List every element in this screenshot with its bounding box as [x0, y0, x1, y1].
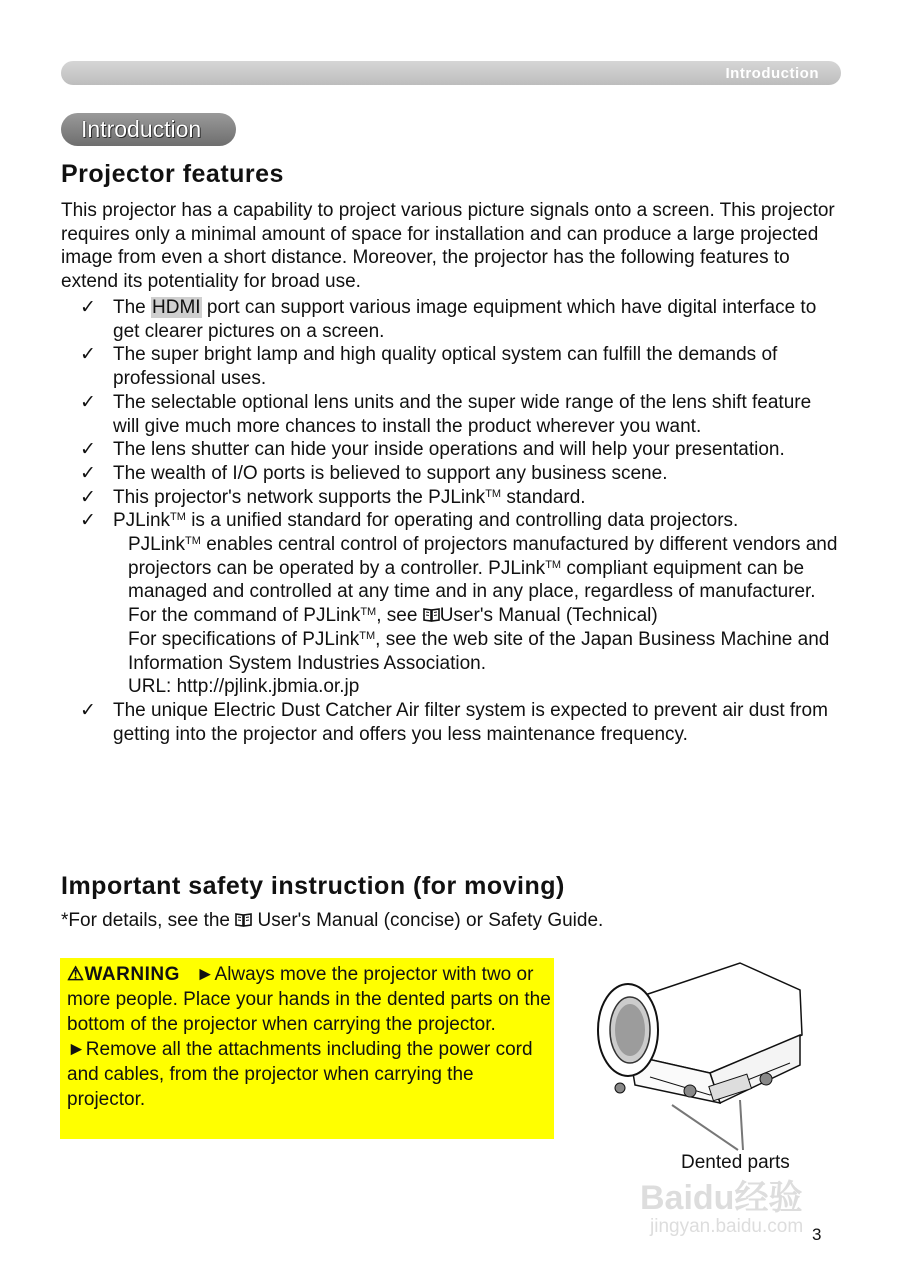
intro-paragraph: This projector has a capability to project various picture signals onto a screen. This projector requires only a minimal amount of space for installation and can produce a large projected image from even a short distance. Moreover, the projector has the following features to extend its potentiality for broad use. — [61, 200, 835, 293]
projector-illustration — [590, 955, 820, 1155]
check-icon: ✓ — [80, 439, 96, 461]
check-icon: ✓ — [80, 486, 96, 508]
feature-list — [61, 296, 841, 746]
warning-label: ⚠WARNING — [67, 964, 180, 985]
check-icon: ✓ — [80, 699, 96, 721]
check-icon: ✓ — [80, 391, 96, 413]
check-icon: ✓ — [80, 344, 96, 366]
warning-text-1: ►Always move the projector with two or more people. Place your hands in the dented parts on the bottom of the projector when carrying the projector. — [67, 964, 551, 1035]
list-item: ✓ The wealth of I/O ports is believed to support any business scene. — [80, 462, 668, 484]
hdmi-term: HDMI — [152, 297, 201, 318]
page-title: Projector features — [61, 160, 284, 188]
safety-heading: Important safety instruction (for moving) — [61, 872, 565, 900]
list-item: ✓ The lens shutter can hide your inside operations and will help your presentation. — [80, 439, 785, 461]
figure-label: Dented parts — [681, 1152, 790, 1173]
safety-note: *For details, see the User's Manual (concise) or Safety Guide. — [61, 910, 604, 931]
section-pill-label: Introduction — [81, 116, 202, 142]
pjlink-detail: PJLink™ enables central control of projectors manufactured by different vendors and projectors can be operated by a controller. PJLink™ compliant equipment can be managed and controlled at any time and in any place, regardless of manufacturer. For the command of PJLink™, see User's Manual (Technical) For specifications of PJLink™, see the web site of the Japan Business Machine and Information System Industries Association. URL: http://pjlink.jbmia.or.jp — [113, 533, 841, 699]
watermark-logo: Baidu经验 — [640, 1179, 803, 1217]
list-item: ✓ The super bright lamp and high quality optical system can fulfill the demands of professional uses. — [80, 344, 778, 390]
list-item: ✓ The selectable optional lens units and the super wide range of the lens shift feature will give much more chances to install the product wherever you want. — [80, 391, 812, 437]
list-item: ✓ This projector's network supports the PJLink™ standard. — [80, 486, 586, 508]
header-bar — [61, 61, 841, 85]
check-icon: ✓ — [80, 510, 96, 532]
check-icon: ✓ — [80, 462, 96, 484]
pjlink-url: URL: http://pjlink.jbmia.or.jp — [128, 676, 360, 698]
warning-text-2: ►Remove all the attachments including the power cord and cables, from the projector when carrying the projector. — [67, 1039, 533, 1110]
warning-box — [60, 958, 554, 1139]
check-icon: ✓ — [80, 297, 96, 318]
list-item: ✓ The unique Electric Dust Catcher Air filter system is expected to prevent air dust from getting into the projector and offers you less maintenance frequency. — [80, 699, 828, 745]
list-item: ✓ The HDMI port can support various image equipment which have digital interface to get clearer pictures on a screen. — [80, 297, 817, 342]
watermark-url: jingyan.baidu.com — [650, 1216, 804, 1237]
section-pill — [61, 113, 236, 146]
list-item: ✓ PJLink™ is a unified standard for operating and controlling data projectors. PJLink™ enables central control of projectors manufactured by different vendors and projectors can be operated by a controller. PJLink™ compliant equipment can be managed and controlled at any time and in any place, regardless of manufacturer. For the command of PJLink™, see User's Manual (Technical) For specifications of PJLink™, see the web site of the Japan Business Machine and Information System Industries Association. URL: http://pjlink.jbmia.or.jp — [61, 509, 841, 699]
manual-book-icon — [235, 912, 252, 927]
manual-book-icon — [423, 607, 440, 622]
page-number: 3 — [812, 1225, 822, 1244]
header-section-label: Introduction — [725, 65, 819, 82]
